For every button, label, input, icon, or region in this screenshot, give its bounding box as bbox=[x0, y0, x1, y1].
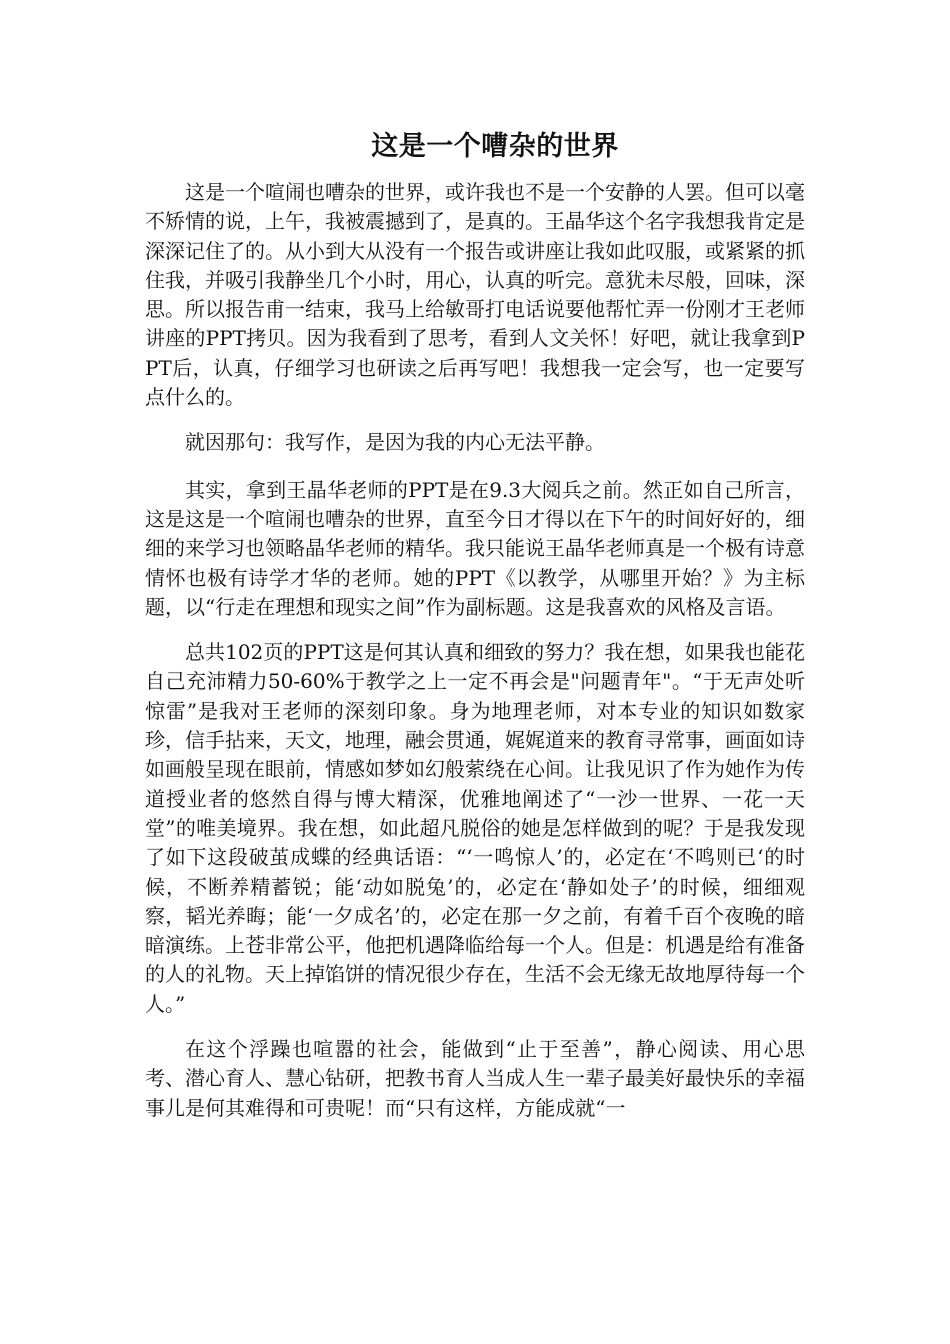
paragraph-2: 就因那句：我写作，是因为我的内心无法平静。 bbox=[185, 430, 605, 455]
document-body bbox=[145, 178, 805, 1139]
paragraph-5: 在这个浮躁也喧嚣的社会，能做到“止于至善”，静心阅读、用心思考、潜心育人、慧心钻研，把教书育人当成人生一辈子最美好最快乐的幸福事儿是何其难得和可贵呢！而“只有这样，方能成就“一 bbox=[145, 1037, 805, 1120]
paragraph-4: 总共102页的PPT这是何其认真和细致的努力？我在想，如果我也能花自己充沛精力50-60%于教学之上一定不再会是"问题青年"。“于无声处听惊雷”是我对王老师的深刻印象。身为地理老师，对本专业的知识如数家珍，信手拈来，天文，地理，融会贯通，娓娓道来的教育寻常事，画面如诗如画般呈现在眼前，情感如梦如幻般萦绕在心间。让我见识了作为她作为传道授业者的悠然自得与博大精深，优雅地阐述了“一沙一世界、一花一天堂”的唯美境界。我在想，如此超凡脱俗的她是怎样做到的呢？于是我发现了如下这段破茧成蝶的经典话语：“‘一鸣惊人’的，必定在‘不鸣则已‘的时候，不断养精蓄锐；能‘动如脱兔’的，必定在‘静如处子’的时候，细细观察，韬光养晦；能‘一夕成名’的，必定在那一夕之前，有着千百个夜晚的暗暗演练。上苍非常公平，他把机遇降临给每一个人。但是：机遇是给有准备的人的礼物。天上掉馅饼的情况很少存在，生活不会无缘无故地厚待每一个人。” bbox=[145, 640, 805, 1016]
paragraph-1: 这是一个喧闹也嘈杂的世界，或许我也不是一个安静的人罢。但可以毫不矫情的说，上午，我被震撼到了，是真的。王晶华这个名字我想我肯定是深深记住了的。从小到大从没有一个报告或讲座让我如此叹服，或紧紧的抓住我，并吸引我静坐几个小时，用心，认真的听完。意犹未尽般，回味，深思。所以报告甫一结束，我马上给敏哥打电话说要他帮忙弄一份刚才王老师讲座的PPT拷贝。因为我看到了思考，看到人文关怀！好吧，就让我拿到PPT后，认真，仔细学习也研读之后再写吧！我想我一定会写，也一定要写点什么的。 bbox=[145, 180, 805, 410]
paragraph-3: 其实，拿到王晶华老师的PPT是在9.3大阅兵之前。然正如自己所言，这是这是一个喧闹也嘈杂的世界，直至今日才得以在下午的时间好好的，细细的来学习也领略晶华老师的精华。我只能说王晶华老师真是一个极有诗意情怀也极有诗学才华的老师。她的PPT《以教学，从哪里开始？》为主标题，以“行走在理想和现实之间”作为副标题。这是我喜欢的风格及言语。 bbox=[145, 477, 805, 619]
document-title: 这是一个嘈杂的世界 bbox=[371, 131, 619, 162]
